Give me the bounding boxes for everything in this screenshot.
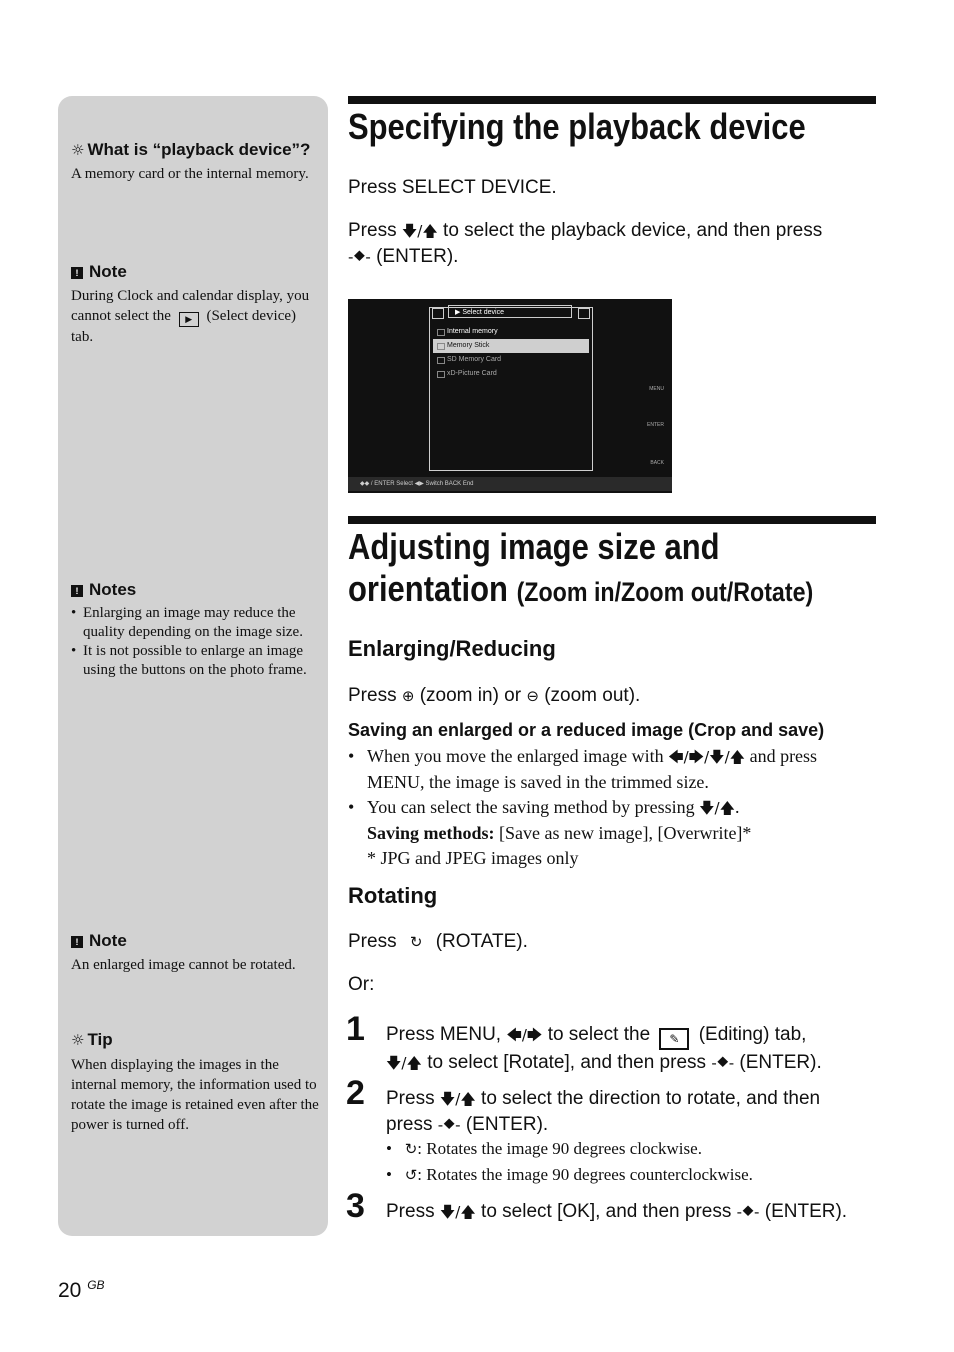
text-fragment: (zoom out). — [544, 685, 641, 706]
title-subtitle: (Zoom in/Zoom out/Rotate) — [516, 577, 814, 607]
text-fragment: to select [Rotate], and then press — [427, 1052, 707, 1073]
text-fragment: (ROTATE). — [435, 931, 528, 952]
rotate-clockwise-icon: ↻ — [404, 1140, 418, 1158]
note-icon: ! — [71, 936, 83, 948]
section-title-line2 — [348, 568, 813, 613]
play-icon: ▶ — [455, 309, 461, 316]
text-fragment: (ENTER). — [465, 1114, 549, 1135]
note-text-before: During Clock and calendar display, you cannot select the — [71, 288, 310, 324]
what-is-title: What is “playback device”? — [87, 140, 311, 159]
edit-tab-icon — [432, 308, 444, 319]
enter-icon: -⯁- — [437, 1116, 461, 1134]
screen-menu-label: MENU — [649, 386, 664, 392]
crop-bullets — [348, 744, 876, 871]
text-fragment: Press — [348, 685, 397, 706]
text-fragment: Press — [348, 220, 397, 241]
enlarge-text — [348, 683, 640, 709]
step-text: Press SELECT DEVICE. — [348, 177, 557, 198]
page-number — [58, 1278, 105, 1303]
zoom-out-icon: ⊖ — [526, 687, 539, 705]
screen-footer: ◆◆ / ENTER Select ◀▶ Switch BACK End — [348, 477, 672, 491]
note-title: Note — [89, 262, 127, 281]
rotate-heading: Rotating — [348, 883, 438, 908]
device-item-selected[interactable]: Memory Stick — [433, 339, 589, 353]
text-fragment: to select the — [547, 1024, 651, 1045]
device-item[interactable]: Internal memory — [433, 325, 589, 339]
tip-title: Tip — [87, 1030, 113, 1049]
text-fragment: : Rotates the image 90 degrees counterclockwise. — [417, 1165, 753, 1184]
note-text-after: (Select device) tab. — [71, 308, 296, 345]
step-number: 2 — [346, 1074, 365, 1112]
text-fragment: Press — [386, 1088, 435, 1109]
text-fragment: Press MENU, — [386, 1024, 502, 1045]
device-item[interactable]: SD Memory Card — [433, 353, 589, 367]
section-rule — [348, 516, 876, 524]
step-2-text — [386, 1086, 820, 1138]
text-fragment: (ENTER). — [739, 1052, 822, 1073]
zoom-in-icon: ⊕ — [401, 687, 415, 705]
footnote: * JPG and JPEG images only — [367, 848, 579, 868]
text-fragment: Press — [386, 1201, 435, 1222]
enter-icon: -⯁- — [711, 1054, 735, 1072]
or-text: Or: — [348, 974, 375, 995]
note-text: An enlarged image cannot be rotated. — [71, 957, 296, 973]
select-device-screen — [348, 299, 672, 493]
step-text — [348, 218, 876, 270]
text-fragment: and press MENU, the image is saved in the trimmed size. — [367, 746, 818, 792]
select-device-tab — [448, 305, 572, 318]
enter-icon: -⯁- — [736, 1203, 760, 1221]
text-fragment: to select [OK], and then press — [481, 1201, 732, 1222]
enlarge-heading: Enlarging/Reducing — [348, 636, 556, 661]
region-code: GB — [87, 1278, 105, 1292]
bullet-item: • You can select the saving method by pressing 🡇/🡅. Saving methods: [Save as new image], [Overwrite]* * JPG and JPEG images only — [348, 797, 752, 868]
down-up-arrows-icon: 🡇/🡅 — [439, 1090, 476, 1108]
page-number-value: 20 — [58, 1279, 82, 1302]
note-block-3 — [71, 930, 319, 975]
notes-item: • Enlarging an image may reduce the quality depending on the image size. — [71, 604, 319, 642]
down-up-arrows-icon: 🡇/🡅 — [699, 799, 736, 817]
saving-methods-label: Saving methods: — [367, 823, 495, 843]
bullet-item: • ↻: Rotates the image 90 degrees clockwise. — [386, 1139, 702, 1158]
tip-text: When displaying the images in the internal memory, the information used to rotate the image is retained even after the power is turned off. — [71, 1057, 319, 1133]
notes-block-2 — [71, 579, 319, 680]
bullet-item: • ↺: Rotates the image 90 degrees counterclockwise. — [386, 1165, 753, 1184]
section-title: Specifying the playback device — [348, 106, 806, 147]
step-number: 3 — [346, 1187, 365, 1225]
four-arrows-icon: 🡄/🡆/🡇/🡅 — [668, 748, 746, 766]
select-device-tab-icon: ▶ — [179, 312, 199, 327]
text-fragment: to select the playback device, and then press — [443, 220, 823, 241]
rotate-icon: ↻ — [409, 933, 423, 951]
editing-tab-icon: ✎ — [659, 1028, 689, 1050]
rotate-text — [348, 929, 528, 955]
section-rule — [348, 96, 876, 104]
rotate-options — [386, 1136, 753, 1188]
down-up-arrows-icon: 🡇/🡅 — [439, 1203, 476, 1221]
left-right-arrows-icon: 🡄/🡆 — [506, 1026, 543, 1044]
notes-title: Notes — [89, 580, 137, 599]
device-item[interactable]: xD-Picture Card — [433, 367, 589, 381]
what-is-text: A memory card or the internal memory. — [71, 166, 309, 182]
text-fragment: Press — [348, 931, 397, 952]
crop-save-heading: Saving an enlarged or a reduced image (Crop and save) — [348, 720, 825, 740]
section-title-line1: Adjusting image size and — [348, 526, 720, 567]
down-up-arrows-icon: 🡇/🡅 — [386, 1054, 422, 1072]
note-title: Note — [89, 931, 127, 950]
text-fragment: : Rotates the image 90 degrees clockwise. — [417, 1139, 702, 1158]
screen-back-label: BACK — [650, 460, 664, 466]
step-1-text — [386, 1022, 822, 1076]
screen-enter-label: ENTER — [647, 422, 664, 428]
step-3-text — [386, 1199, 847, 1225]
saving-methods: [Save as new image], [Overwrite]* — [499, 823, 752, 843]
text-fragment: press — [386, 1114, 433, 1135]
note-block-1 — [71, 261, 319, 347]
text-fragment: You can select the saving method by pressing — [367, 797, 695, 817]
lightbulb-icon: ☼ — [71, 141, 85, 159]
down-up-arrows-icon: 🡇/🡅 — [401, 222, 438, 240]
notes-item: • It is not possible to enlarge an image using the buttons on the photo frame. — [71, 642, 319, 680]
rotate-counterclockwise-icon: ↺ — [404, 1166, 418, 1184]
text-fragment: (ENTER). — [376, 246, 459, 267]
screen-header: Select device — [462, 309, 504, 316]
settings-tab-icon — [578, 308, 590, 319]
note-icon: ! — [71, 585, 83, 597]
bullet-item: • When you move the enlarged image with 🡄/🡆/🡇/🡅 and press MENU, the image is saved in the trimmed size. — [348, 746, 818, 792]
tip-block — [71, 1029, 319, 1135]
device-list — [433, 325, 589, 381]
lightbulb-icon: ☼ — [71, 1031, 85, 1049]
text-fragment: When you move the enlarged image with — [367, 746, 664, 766]
text-fragment: to select the direction to rotate, and then — [481, 1088, 821, 1109]
text-fragment: (Editing) tab, — [698, 1024, 807, 1045]
step-number: 1 — [346, 1010, 365, 1048]
text-fragment: (zoom in) or — [419, 685, 522, 706]
text-fragment: (ENTER). — [764, 1201, 848, 1222]
title-text: orientation — [348, 568, 508, 609]
what-is-block — [71, 139, 319, 184]
enter-icon: -⯁- — [348, 248, 371, 266]
note-icon: ! — [71, 267, 83, 279]
